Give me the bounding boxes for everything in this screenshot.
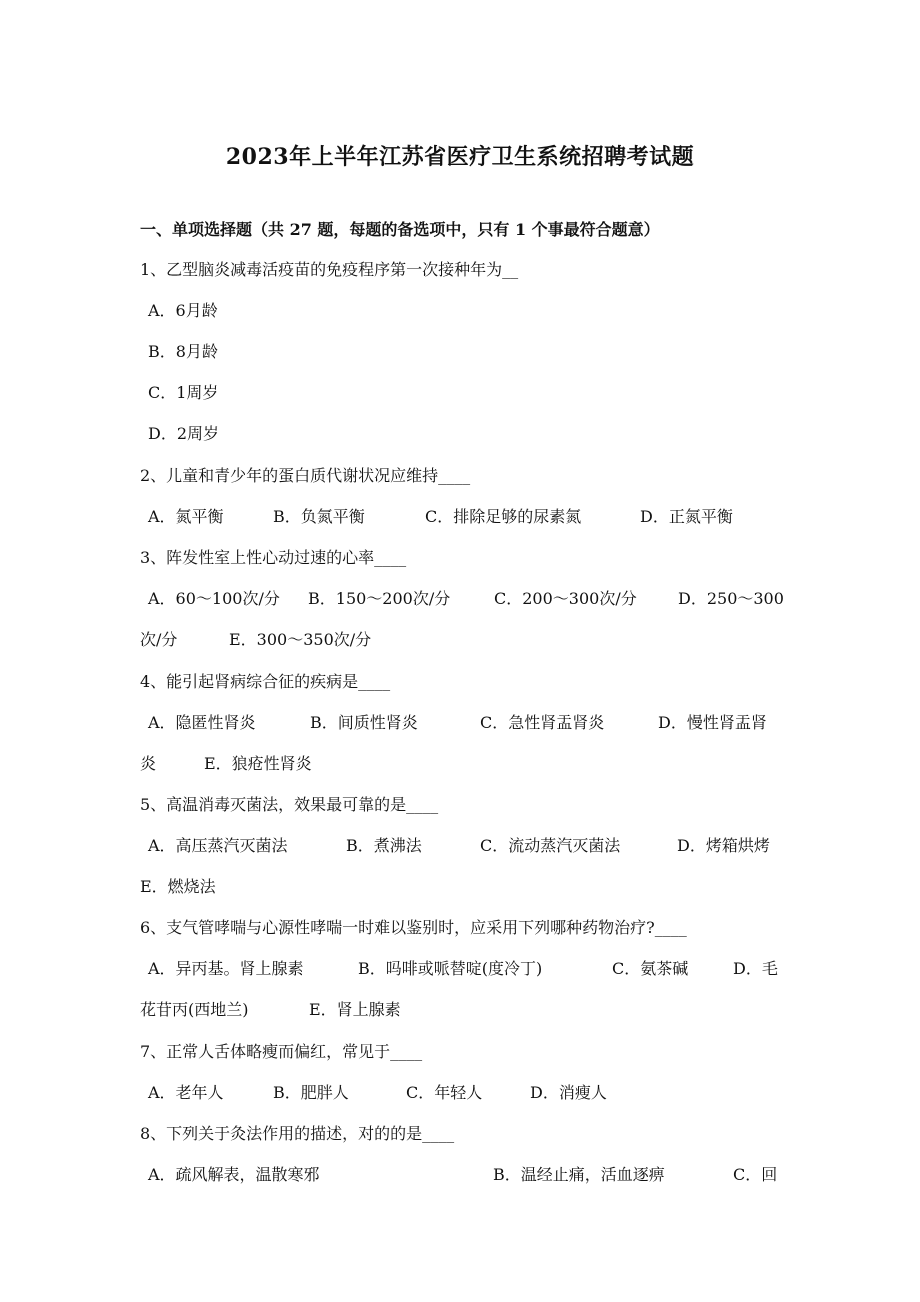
question-5-option-c: C．流动蒸汽灭菌法 bbox=[480, 836, 621, 855]
question-4-option-b: B．间质性肾炎 bbox=[310, 713, 418, 732]
question-6-option-d-wrap: 花苷丙(西地兰) bbox=[140, 1000, 249, 1019]
question-2-option-d: D．正氮平衡 bbox=[640, 507, 733, 526]
question-5-stem: 5、高温消毒灭菌法，效果最可靠的是____ bbox=[140, 795, 439, 814]
question-3-option-a: A．60～100次/分 bbox=[148, 589, 280, 608]
question-5-option-d: D．烤箱烘烤 bbox=[677, 836, 770, 855]
question-1-option-a: A．6月龄 bbox=[148, 301, 218, 320]
question-3-option-e: E．300～350次/分 bbox=[229, 630, 372, 649]
question-1-stem: 1、乙型脑炎减毒活疫苗的免疫程序第一次接种年为__ bbox=[140, 260, 519, 279]
question-1-option-d: D．2周岁 bbox=[148, 424, 220, 443]
question-2-option-b: B．负氮平衡 bbox=[273, 507, 365, 526]
question-8-stem: 8、下列关于灸法作用的描述，对的的是____ bbox=[140, 1124, 455, 1143]
question-6-stem: 6、支气管哮喘与心源性哮喘一时难以鉴别时，应采用下列哪种药物治疗?____ bbox=[140, 918, 687, 937]
question-8-option-c: C．回 bbox=[733, 1165, 778, 1184]
question-7-option-b: B．肥胖人 bbox=[273, 1083, 349, 1102]
question-3-option-d-wrap: 次/分 bbox=[140, 630, 178, 649]
section-heading: 一、单项选择题（共 27 题，每题的备选项中，只有 1 个事最符合题意） bbox=[140, 220, 660, 239]
question-3-option-b: B．150～200次/分 bbox=[308, 589, 451, 608]
question-2-stem: 2、儿童和青少年的蛋白质代谢状况应维持____ bbox=[140, 466, 471, 485]
question-4-option-e: E．狼疮性肾炎 bbox=[204, 754, 312, 773]
question-5-option-a: A．高压蒸汽灭菌法 bbox=[148, 836, 288, 855]
question-3-option-d: D．250～300 bbox=[678, 589, 784, 608]
question-6-option-a: A．异丙基。肾上腺素 bbox=[148, 959, 304, 978]
question-7-option-d: D．消瘦人 bbox=[530, 1083, 607, 1102]
question-6-option-e: E．肾上腺素 bbox=[309, 1000, 401, 1019]
question-5-option-b: B．煮沸法 bbox=[346, 836, 422, 855]
question-4-option-d: D．慢性肾盂肾 bbox=[658, 713, 767, 732]
question-4-stem: 4、能引起肾病综合征的疾病是____ bbox=[140, 672, 391, 691]
question-8-option-b: B．温经止痛，活血逐痹 bbox=[493, 1165, 665, 1184]
question-1-option-b: B．8月龄 bbox=[148, 342, 218, 361]
question-6-option-c: C．氨茶碱 bbox=[612, 959, 689, 978]
question-6-option-d: D．毛 bbox=[733, 959, 778, 978]
page-title: 2023年上半年江苏省医疗卫生系统招聘考试题 bbox=[225, 144, 695, 170]
question-3-option-c: C．200～300次/分 bbox=[494, 589, 637, 608]
question-7-option-c: C．年轻人 bbox=[406, 1083, 483, 1102]
question-6-option-b: B．吗啡或哌替啶(度冷丁) bbox=[358, 959, 543, 978]
question-5-option-e: E．燃烧法 bbox=[140, 877, 216, 896]
question-4-option-a: A．隐匿性肾炎 bbox=[148, 713, 256, 732]
question-7-option-a: A．老年人 bbox=[148, 1083, 224, 1102]
question-2-option-a: A．氮平衡 bbox=[148, 507, 224, 526]
question-4-option-d-wrap: 炎 bbox=[140, 754, 157, 773]
question-8-option-a: A．疏风解表，温散寒邪 bbox=[148, 1165, 320, 1184]
question-1-option-c: C．1周岁 bbox=[148, 383, 219, 402]
question-2-option-c: C．排除足够的尿素氮 bbox=[425, 507, 582, 526]
question-4-option-c: C．急性肾盂肾炎 bbox=[480, 713, 605, 732]
question-3-stem: 3、阵发性室上性心动过速的心率____ bbox=[140, 548, 407, 567]
question-7-stem: 7、正常人舌体略瘦而偏红，常见于____ bbox=[140, 1042, 423, 1061]
